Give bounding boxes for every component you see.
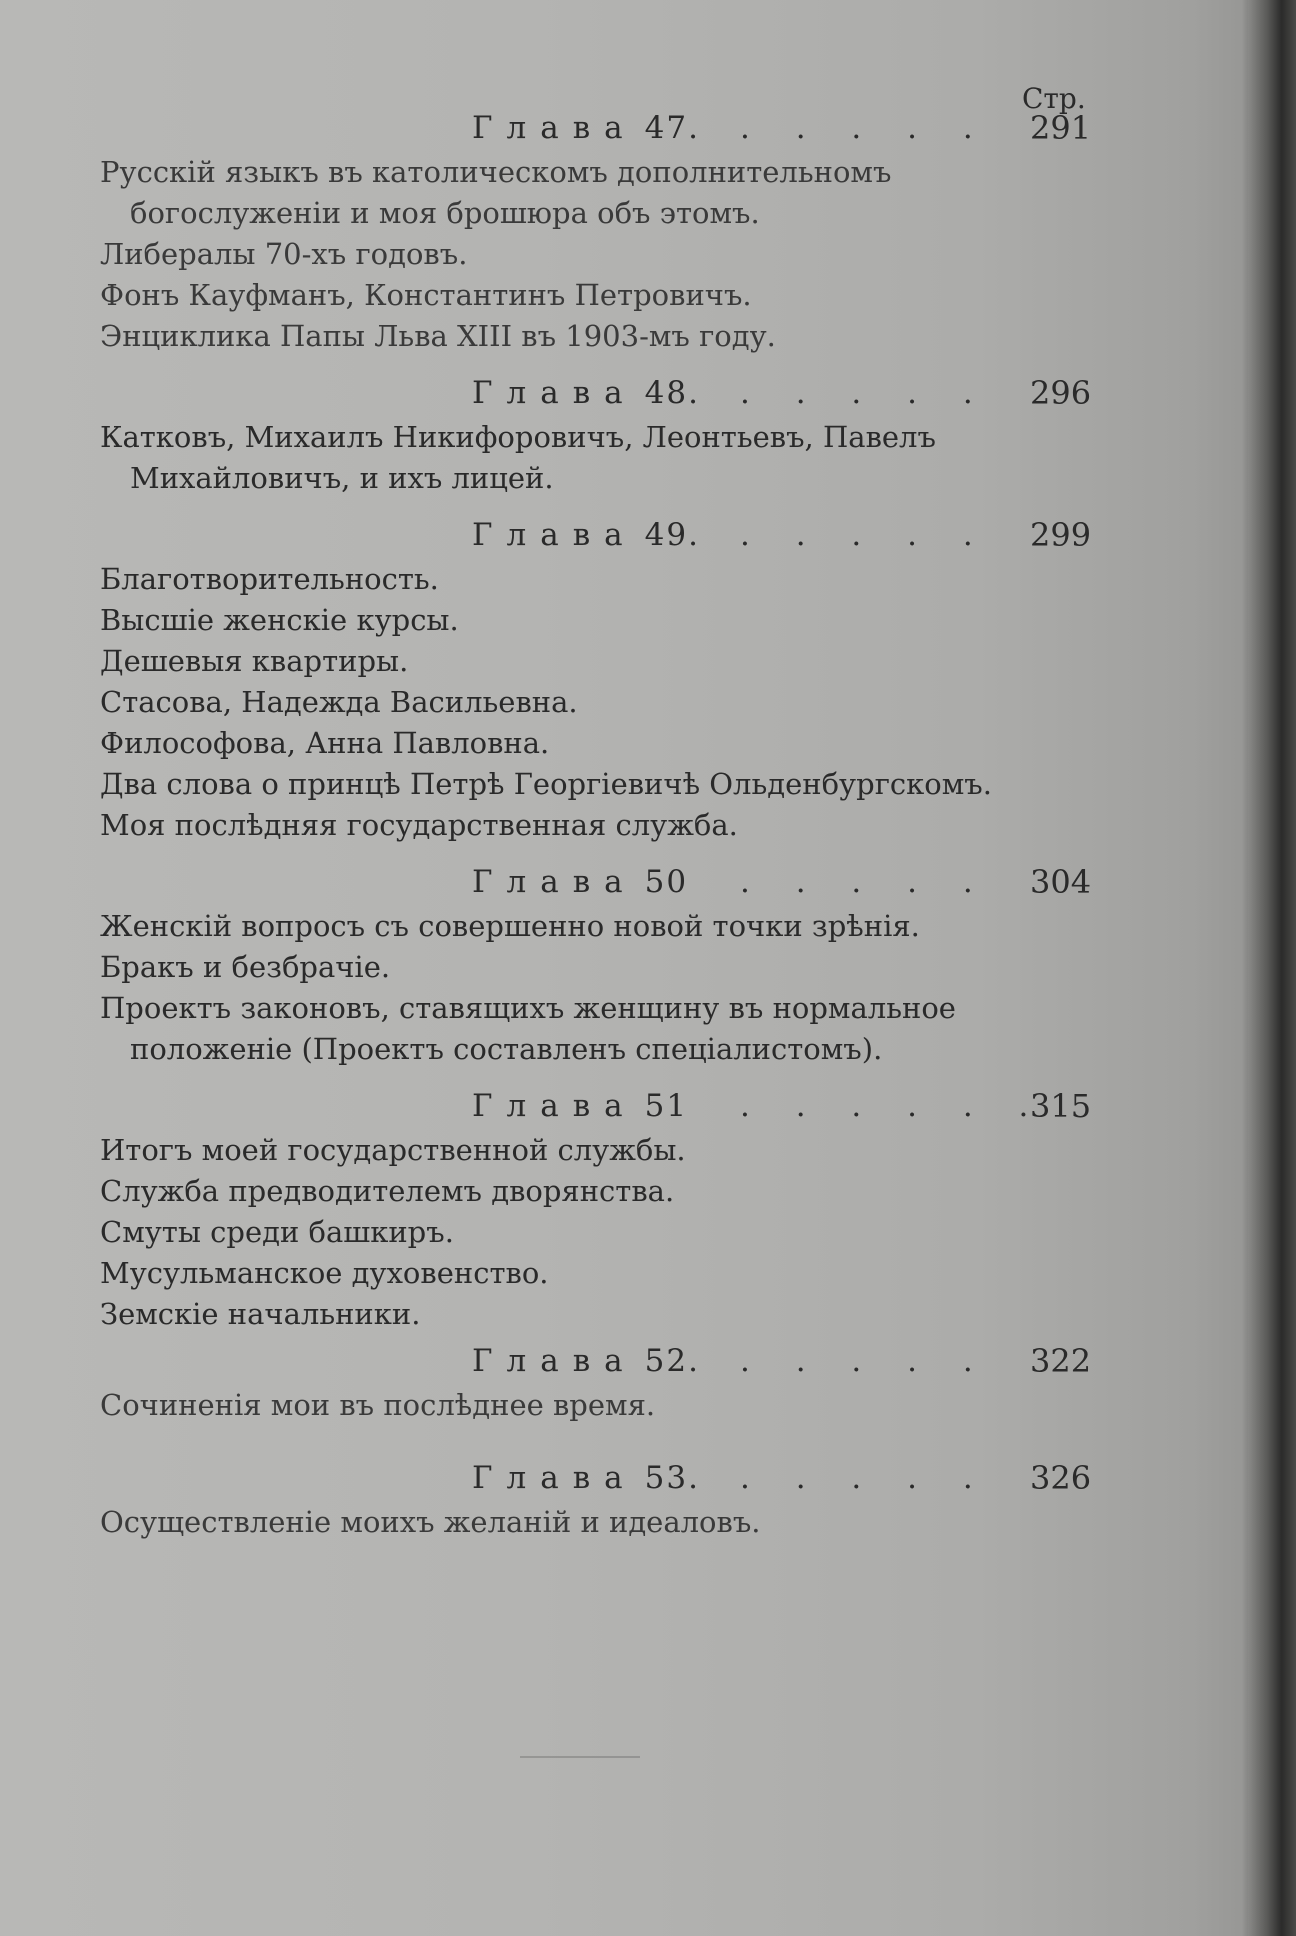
chapter-page-number: 296	[1030, 374, 1092, 412]
chapter-entry: Русскій языкъ въ католическомъ дополнительномъ богослуженіи и моя брошюра объ этомъ.	[100, 155, 892, 230]
dot-leader: . . . . .	[740, 1460, 991, 1496]
chapter-entry: Сочиненія мои въ послѣднее время.	[100, 1388, 656, 1422]
chapter-page-number: 299	[1030, 516, 1092, 554]
chapter-entry: Стасова, Надежда Васильевна.	[100, 685, 578, 719]
chapter-page-number: 291	[1030, 109, 1092, 147]
chapter-heading	[100, 1080, 1120, 1130]
chapter-entry: Женскій вопросъ съ совершенно новой точки зрѣнія.	[100, 909, 920, 943]
chapter-title: Глава 51	[472, 1088, 689, 1124]
chapter-heading	[100, 367, 1120, 417]
chapter-entry: Земскіе начальники.	[100, 1297, 421, 1331]
chapter-title: Глава 48.	[472, 375, 700, 411]
chapter-page-number: 322	[1030, 1342, 1092, 1380]
book-spine-edge	[1248, 0, 1296, 1936]
chapter-page-number: 304	[1030, 863, 1092, 901]
chapter-entry: Дешевыя квартиры.	[100, 644, 409, 678]
chapter-entry: Мусульманское духовенство.	[100, 1256, 549, 1290]
dot-leader: . . . . .	[740, 1343, 991, 1379]
chapter-entry: Благотворительность.	[100, 562, 439, 596]
chapter-heading	[100, 1452, 1120, 1502]
chapter-heading	[100, 856, 1120, 906]
chapter-entry: Высшіе женскіе курсы.	[100, 603, 459, 637]
chapter-entry: Моя послѣдняя государственная служба.	[100, 808, 738, 842]
chapter-entry: Бракъ и безбрачіе.	[100, 950, 391, 984]
chapter-heading	[100, 509, 1120, 559]
chapter-title: Глава 53.	[472, 1460, 700, 1496]
chapter-entry: Проектъ законовъ, ставящихъ женщину въ нормальное положеніе (Проектъ составленъ спеціалистомъ).	[100, 991, 956, 1066]
chapter-entry: Энциклика Папы Льва XIII въ 1903-мъ году.	[100, 319, 776, 353]
chapter-title: Глава 52.	[472, 1343, 700, 1379]
chapter-entry: Либералы 70-хъ годовъ.	[100, 237, 468, 271]
chapter-entry: Служба предводителемъ дворянства.	[100, 1174, 675, 1208]
table-of-contents	[100, 80, 1120, 1543]
chapter-title: Глава 47.	[472, 110, 700, 146]
chapter-title: Глава 50	[472, 864, 689, 900]
page-column-label: Стр.	[1022, 82, 1086, 115]
chapter-entry: Два слова о принцѣ Петрѣ Георгіевичѣ Ольденбургскомъ.	[100, 767, 992, 801]
chapter-entry: Катковъ, Михаилъ Никифоровичъ, Леонтьевъ, Павелъ Михайловичъ, и ихъ лицей.	[100, 420, 936, 495]
chapter-heading	[100, 1335, 1120, 1385]
chapter-page-number: 326	[1030, 1459, 1092, 1497]
chapter-entry: Философова, Анна Павловна.	[100, 726, 550, 760]
chapter-entry: Осуществленіе моихъ желаній и идеаловъ.	[100, 1505, 761, 1539]
chapter-entry: Фонъ Кауфманъ, Константинъ Петровичъ.	[100, 278, 752, 312]
dot-leader: . . . . .	[740, 517, 991, 553]
end-rule	[520, 1756, 640, 1758]
dot-leader: . . . . . .	[740, 1088, 1047, 1124]
dot-leader: . . . . .	[740, 110, 991, 146]
chapter-entry: Итогъ моей государственной службы.	[100, 1133, 686, 1167]
chapter-heading	[100, 102, 1120, 152]
chapter-entry: Смуты среди башкиръ.	[100, 1215, 454, 1249]
dot-leader: . . . . .	[740, 864, 991, 900]
dot-leader: . . . . .	[740, 375, 991, 411]
chapter-title: Глава 49.	[472, 517, 700, 553]
chapter-page-number: 315	[1030, 1087, 1092, 1125]
